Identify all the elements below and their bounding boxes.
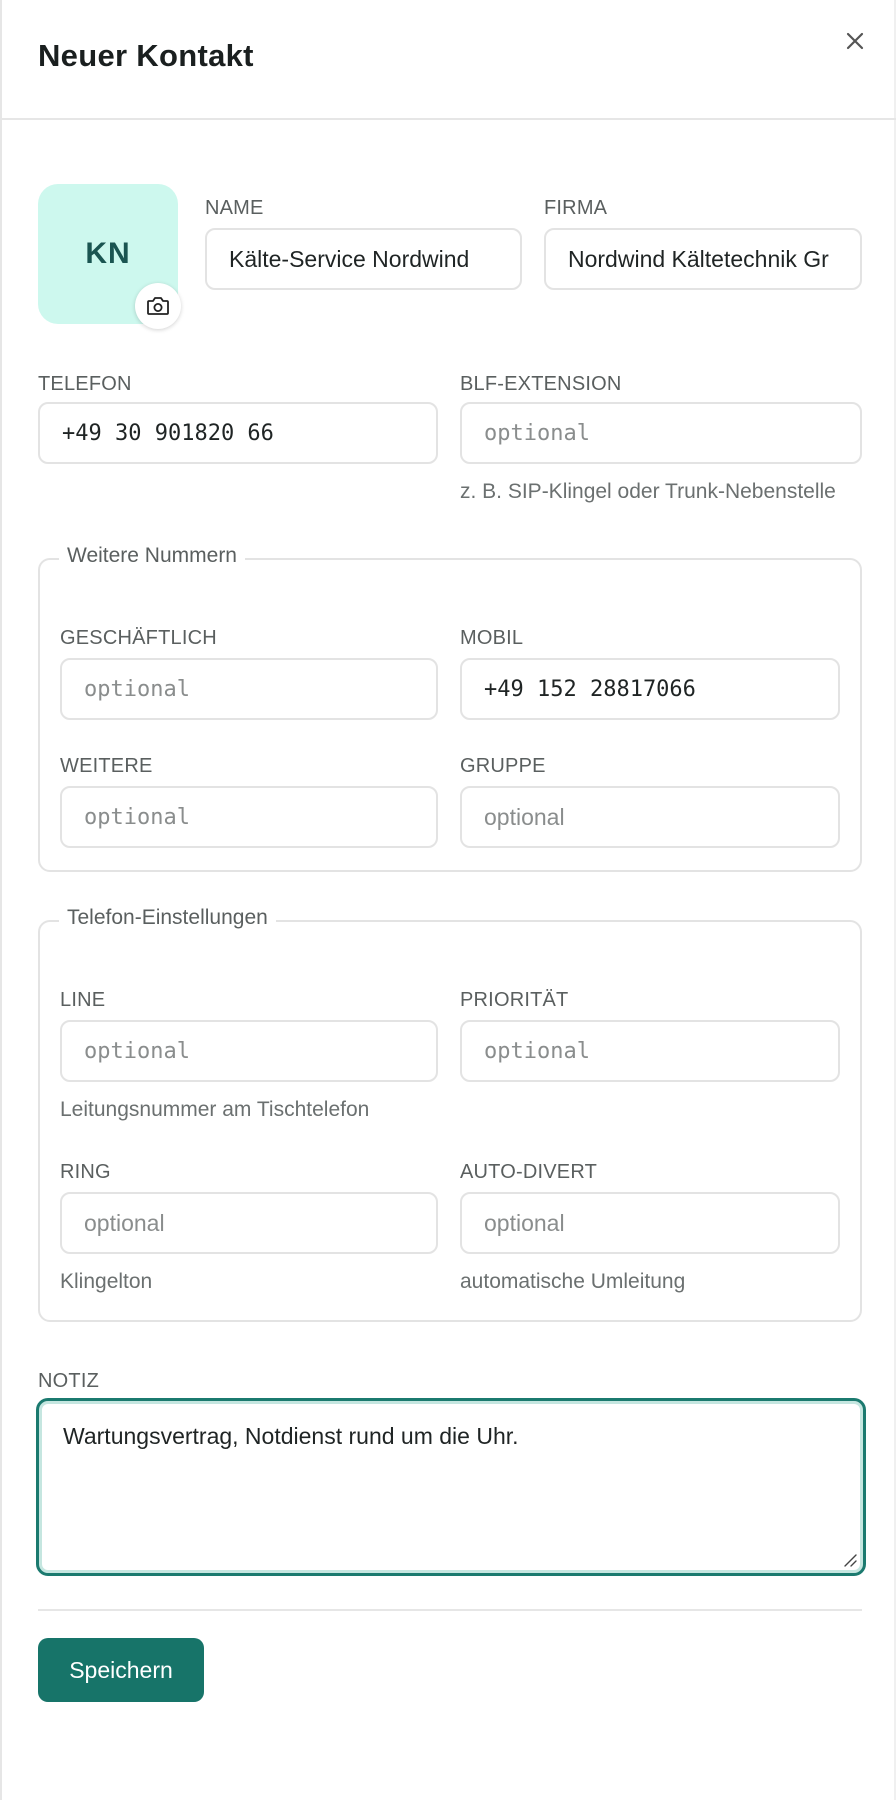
telefon-input[interactable] [38, 402, 438, 464]
line-input[interactable] [60, 1020, 438, 1082]
mobil-input[interactable] [460, 658, 840, 720]
name-input[interactable] [205, 228, 522, 290]
resize-grip-icon[interactable] [841, 1551, 857, 1567]
mobil-value: +49 152 28817066 [484, 676, 696, 702]
auto-divert-label: AUTO-DIVERT [460, 1161, 598, 1183]
ring-placeholder: optional [84, 1209, 165, 1236]
weitere-placeholder: optional [84, 804, 190, 830]
prioritaet-placeholder: optional [484, 1038, 590, 1064]
divider [38, 1609, 862, 1611]
blf-extension-placeholder: optional [484, 420, 590, 446]
camera-icon [146, 296, 170, 316]
telefon-value: +49 30 901820 66 [62, 420, 274, 446]
gruppe-placeholder: optional [484, 803, 565, 830]
save-button[interactable] [38, 1638, 204, 1702]
auto-divert-input[interactable] [460, 1192, 840, 1254]
ring-label: RING [60, 1161, 111, 1183]
notiz-textarea[interactable] [36, 1398, 866, 1576]
prioritaet-input[interactable] [460, 1020, 840, 1082]
firma-label: FIRMA [544, 197, 608, 219]
avatar-initials: KN [85, 237, 131, 270]
weitere-label: WEITERE [60, 755, 153, 777]
blf-extension-hint: z. B. SIP-Klingel oder Trunk-Nebenstelle [460, 480, 836, 503]
gruppe-label: GRUPPE [460, 755, 546, 777]
geschaeftlich-input[interactable] [60, 658, 438, 720]
weitere-nummern-legend: Weitere Nummern [59, 544, 245, 568]
blf-extension-input[interactable] [460, 402, 862, 464]
weitere-input[interactable] [60, 786, 438, 848]
auto-divert-placeholder: optional [484, 1209, 565, 1236]
panel-header [2, 0, 896, 120]
gruppe-input[interactable] [460, 786, 840, 848]
geschaeftlich-label: GESCHÄFTLICH [60, 627, 217, 649]
close-icon [845, 31, 865, 51]
close-button[interactable] [840, 26, 870, 56]
upload-photo-button[interactable] [135, 283, 181, 329]
ring-input[interactable] [60, 1192, 438, 1254]
geschaeftlich-placeholder: optional [84, 676, 190, 702]
ring-hint: Klingelton [60, 1270, 153, 1293]
line-hint: Leitungsnummer am Tischtelefon [60, 1098, 370, 1121]
page-title: Neuer Kontakt [38, 38, 254, 73]
name-label: NAME [205, 197, 264, 219]
save-button-label: Speichern [69, 1656, 173, 1683]
telefon-label: TELEFON [38, 373, 132, 395]
auto-divert-hint: automatische Umleitung [460, 1270, 686, 1293]
notiz-label: NOTIZ [38, 1370, 99, 1392]
line-placeholder: optional [84, 1038, 190, 1064]
prioritaet-label: PRIORITÄT [460, 989, 569, 1011]
notiz-value: Wartungsvertrag, Notdienst rund um die Uhr. [63, 1423, 519, 1449]
line-label: LINE [60, 989, 106, 1011]
telefon-einstellungen-legend: Telefon-Einstellungen [59, 906, 276, 930]
firma-input[interactable] [544, 228, 862, 290]
blf-extension-label: BLF-EXTENSION [460, 373, 622, 395]
mobil-label: MOBIL [460, 627, 524, 649]
name-value: Kälte-Service Nordwind [229, 245, 470, 272]
firma-value: Nordwind Kältetechnik Gr [568, 245, 829, 272]
